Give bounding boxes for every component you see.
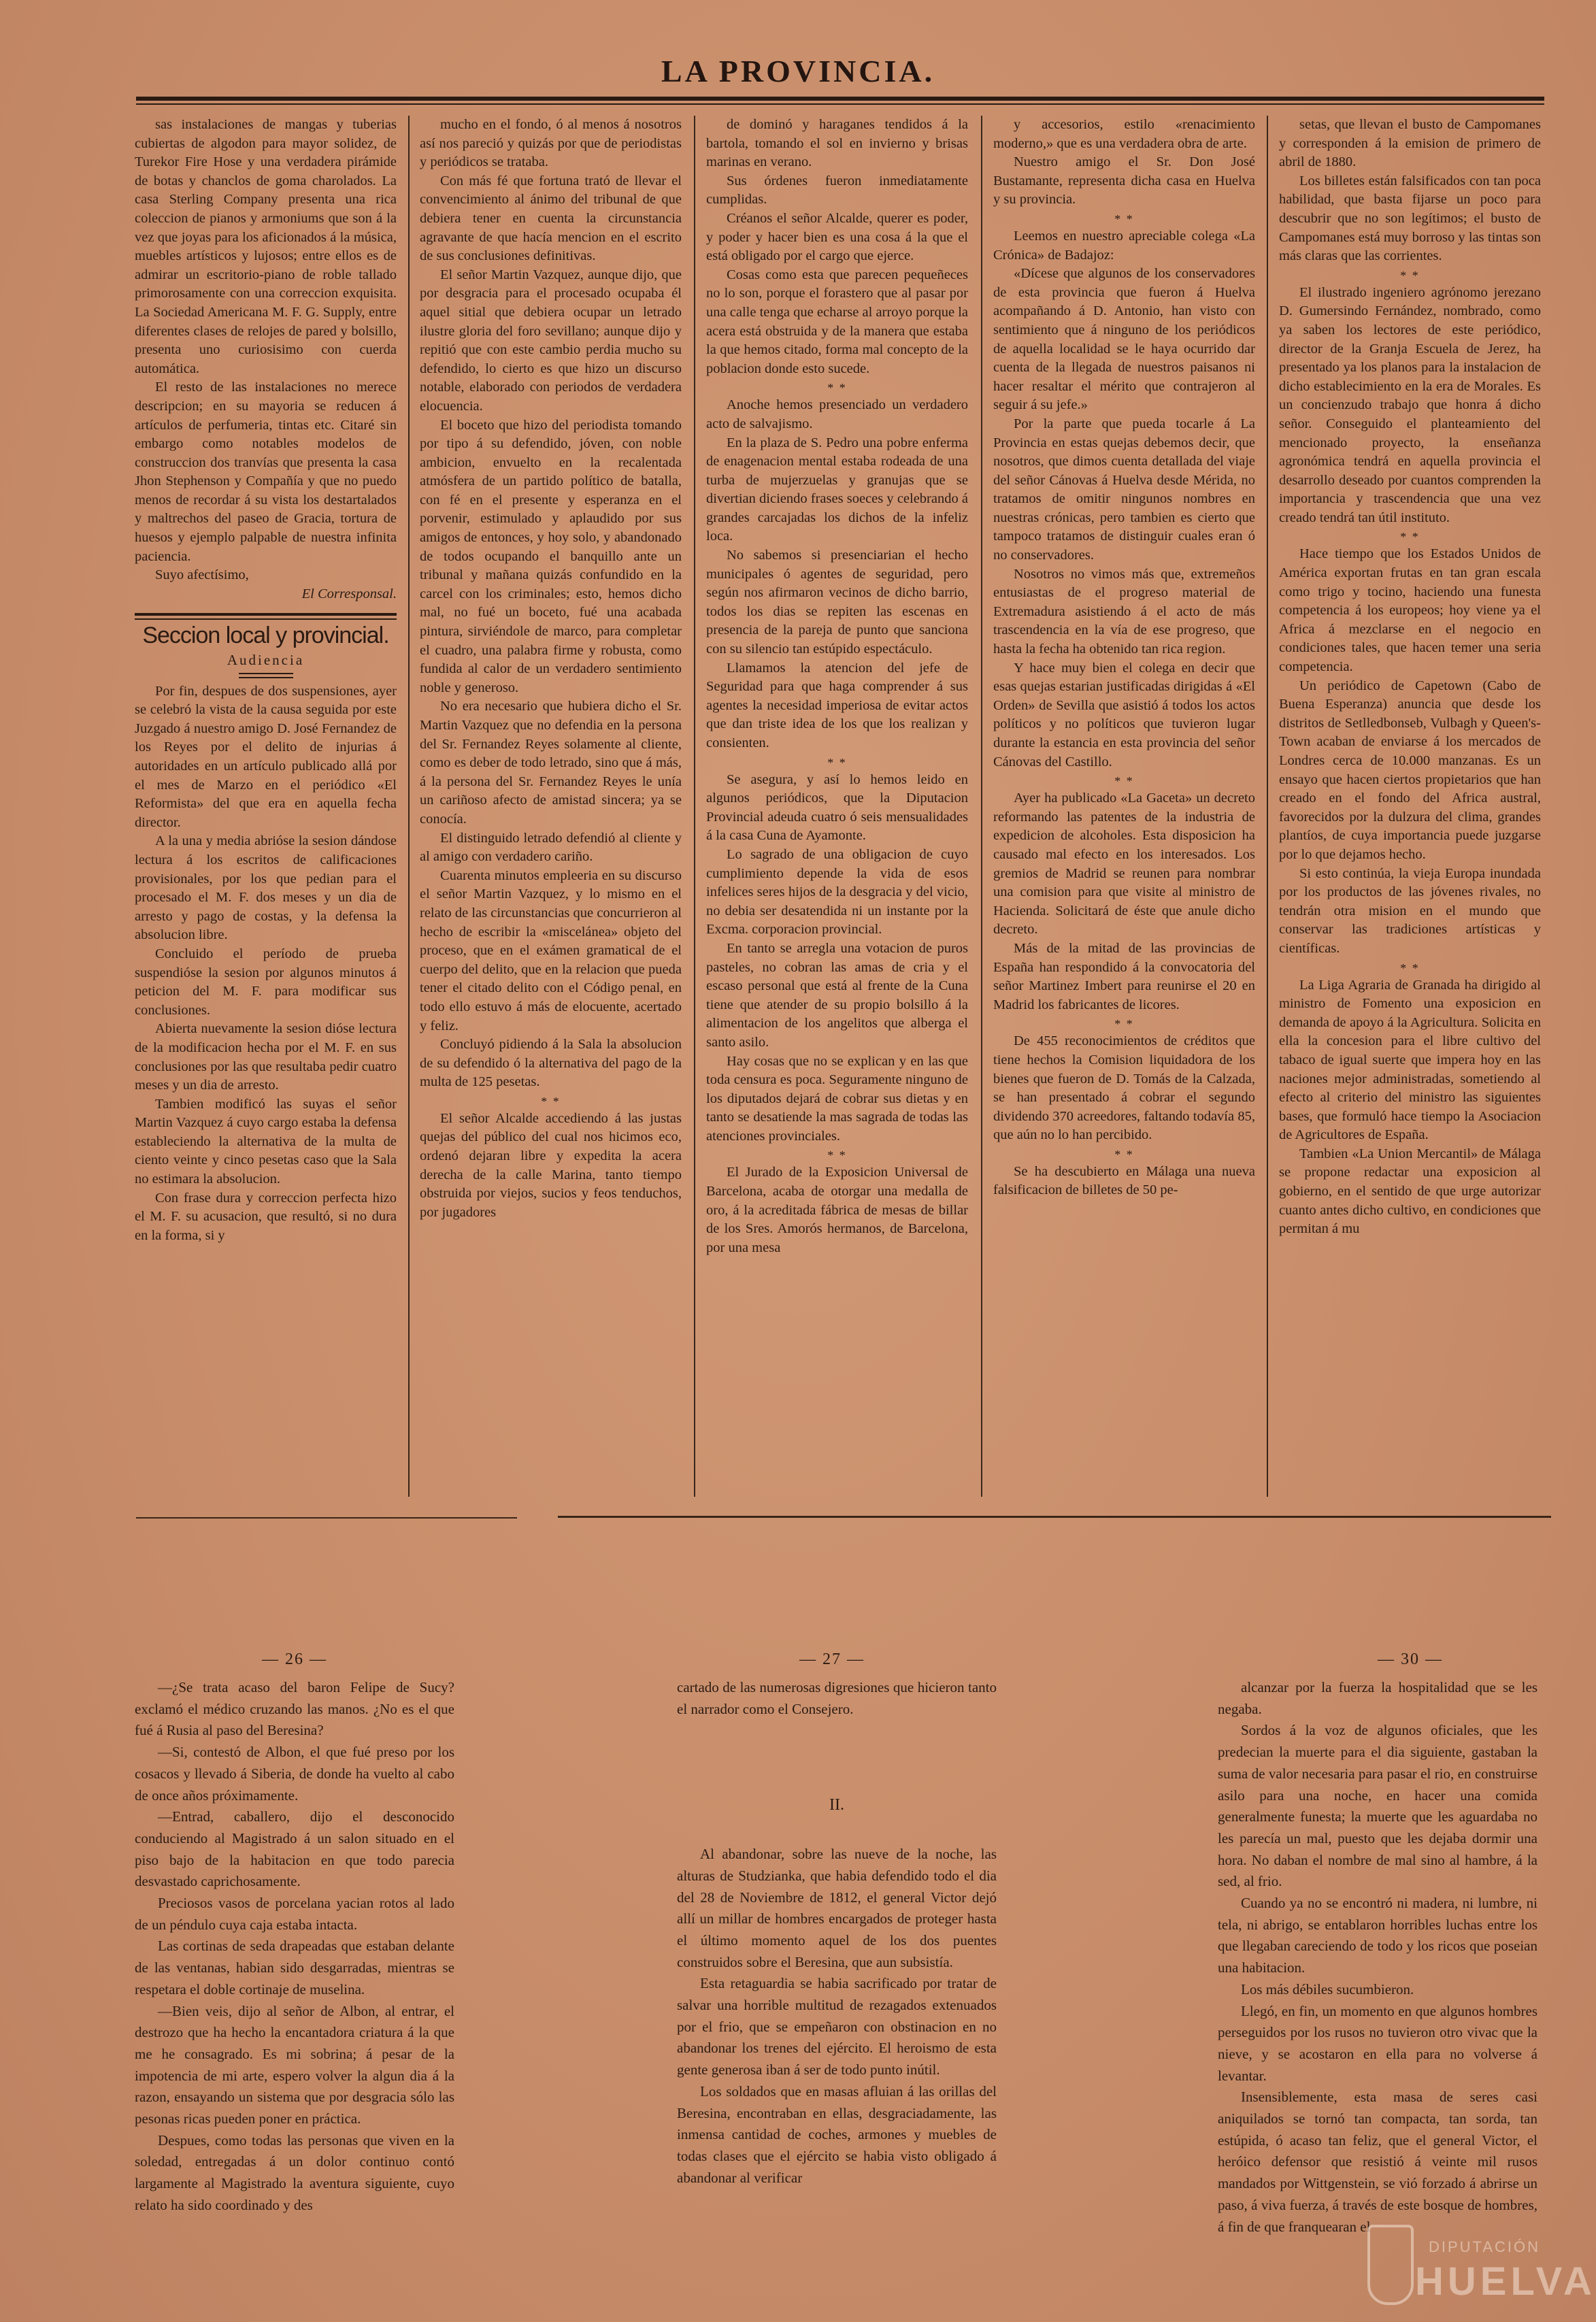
paragraph: Despues, como todas las personas que viven en la soledad, entregadas á un dolor continuo contó largamente al Magistrado la aventura siguiente, cuyo relato ha sido coordinado y des [135,2132,454,2213]
paragraph: Nosotros no vimos más que, extremeños entusiastas de el progreso material de Extremadura asistiendo á el acto de más trascendencia en la vía de ese progreso, que hasta la fecha ha obtenido tan rica region. [993,566,1255,657]
paragraph: Los billetes están falsificados con tan poca habilidad, que basta fijarse un poco para descubrir que no son legítimos; el busto de Campomanes está muy borroso y las tintas son más claras que las corrientes. [1279,173,1541,264]
page-number-right: — 30 — [1378,1651,1443,1668]
paragraph: mucho en el fondo, ó al menos á nosotros así nos pareció y quizás por que de periodistas y periódicos se trataba. [420,117,682,170]
paragraph: Y hace muy bien el colega en decir que esas quejas estarian justificadas dirigidas á «El Orden» de Sevilla que asistió á todos los actos políticos y no políticos que tuvieron lugar durante la estancia en esta provincia del señor Cánovas del Castillo. [993,660,1255,769]
serial-left-paragraphs [135,1677,454,2217]
signature: El Corresponsal. [301,586,397,601]
paragraph: Cuando ya no se encontró ni madera, ni lumbre, ni tela, ni abrigo, se entablaron horribles luchas entre los que llegaban careciendo de todo y los ricos que poseian una habitacion. [1218,1895,1537,1976]
paragraph: Esta retaguardia se habia sacrificado por tratar de salvar una horrible multitud de rezagados extenuados por el frio, que se empeñaron con obstinacion en no abandonar los trenes del ejército. El heroismo de esta gente generosa iban á ser de todo punto inútil. [677,1975,997,2078]
subhead-audiencia: Audiencia [227,652,305,669]
col3-paragraphs [706,116,968,378]
section-title: Seccion local y provincial. [142,623,389,649]
col4e-paragraphs [993,1163,1255,1200]
paragraph: El distinguido letrado defendió al cliente y al amigo con verdadero cariño. [420,830,682,865]
serial-middle-paragraphs [677,1844,997,2189]
paragraph: Con frase dura y correccion perfecta hizo el M. F. su acusacion, que resultó, si no dura en la forma, si y [135,1190,397,1243]
paragraph: Sus órdenes fueron inmediatamente cumplidas. [706,173,968,208]
col2b-paragraphs [420,1110,682,1223]
paragraph: Por fin, despues de dos suspensiones, ayer se celebró la vista de la causa seguida por este Juzgado á nuestro amigo D. José Fernandez de los Reyes por el delito de injurias á autoridades en un artículo publicado allá por el mes de Marzo en el periódico «El Reformista» del que era en aquella fecha director. [135,683,397,830]
paragraph: Créanos el señor Alcalde, querer es poder, y poder y hacer bien es una cosa á la que el está obligado por el cargo que ejerce. [706,210,968,264]
col3b-paragraphs [706,396,968,752]
paragraph: —Entrad, caballero, dijo el desconocido conduciendo al Magistrado á un salon situado en el piso bajo de la habitacion en que todo parecia desvastado caprichosamente. [135,1808,454,1890]
top-rule-thin [136,103,1544,105]
col5c-paragraphs [1279,545,1541,958]
serial-middle [677,1677,997,2189]
col4c-paragraphs [993,789,1255,1014]
paragraph: Nuestro amigo el Sr. Don José Bustamante, representa dicha casa en Huelva y su provincia. [993,154,1255,208]
column-2 [420,116,682,1222]
paragraph: sas instalaciones de mangas y tuberias cubiertas de algodon para mayor solidez, de Turekor Fire Hose y una verdadera pirámide de botas y chanclos de goma charolados. La casa Sterling Company presenta una rica coleccion de pianos y armoniums que son á la vez que joyas para los aficionados á la música, muebles artísticos y lujosos; entre ellos es de admirar un escritorio-piano de roble tallado primorosamente con una correccion exquisita. La Sociedad Americana M. F. G. Supply, entre diferentes clases de relojes de pared y bolsillo, presenta uno curiosisimo con cuerda automática. [135,117,397,376]
paragraph: Sordos á la voz de algunos oficiales, que les predecian la muerte para el dia siguiente, gastaban la suma de valor necesaria para pasar el rio, en construirse asilo para una noche, en hacer una comida generalmente funesta; la muerte que les aguardaba no les parecía un mal, puesto que les dejaba dormir una hora. No daban el nombre de mal sino al hambre, á la sed, al frio. [1218,1722,1537,1890]
paragraph: En tanto se arregla una votacion de puros pasteles, no cobran las amas de cria y el escaso personal que está al frente de la Cuna tiene que atender de su propio bolsillo á la alimentacion de los angelitos que alberga el santo asilo. [706,940,968,1050]
paragraph: Hace tiempo que los Estados Unidos de América exportan frutas en tan gran escala como trigo y tocino, haciendo una funesta competencia á los europeos; hoy viene ya el Africa á mezclarse en el negocio en condiciones tales, que hacen temer una seria competencia. [1279,546,1541,675]
paragraph: Llegó, en fin, un momento en que algunos hombres perseguidos por los rusos no tuvieron otro vivac que la nieve, y se acostaron en ella para no volverse á levantar. [1218,2002,1537,2084]
top-rule [136,97,1544,101]
paragraph: Más de la mitad de las provincias de España han respondido á la convocatoria del señor Martinez Imbert para reunirse el 20 en Madrid los fabricantes de licores. [993,940,1255,1012]
stars-divider: * * [1114,1017,1134,1031]
column-1 [135,116,397,1245]
masthead: LA PROVINCIA. [661,54,935,88]
stars-divider: * * [1400,530,1420,544]
column-divider [694,116,695,1497]
paragraph: De 455 reconocimientos de créditos que tiene hechos la Comision liquidadora de los bienes que fueron de D. Tomás de la Calzada, se han presentado á cobrar el segundo dividendo 370 acreedores, faltando todavía 85, que aún no lo han percibido. [993,1033,1255,1143]
section-rule [135,613,397,616]
paragraph: Con más fé que fortuna trató de llevar el convencimiento al ánimo del tribunal de que debiera tener en cuenta la circunstancia agravante de que hacía mencion en el escrito de sus conclusiones definitivas. [420,173,682,264]
paragraph: —Bien veis, dijo al señor de Albon, al entrar, el destrozo que ha hecho la encantadora criatura á la que me he consagrado. Es mi sobrina; á pesar de la impotencia de mi arte, espero volver la algun dia á la razon, ensayando un sistema que por desgracia sólo las pesonas ricas pueden poner en práctica. [135,2002,454,2127]
paragraph: Leemos en nuestro apreciable colega «La Crónica» de Badajoz: [993,228,1255,263]
subhead-rule [239,673,293,678]
stars-divider: * * [1114,212,1134,226]
paragraph: El ilustrado ingeniero agrónomo jerezano D. Gumersindo Fernández, nombrado, como ya saben los lectores de este periódico, director de la Granja Escuela de Jerez, ha presentado ya los planos para la instalacion de dicho establecimiento en la era de Morales. Es un concienzudo trabajo que honra á dicho señor. Conseguido el planteamiento del mencionado proyecto, la enseñanza agronómica tendrá en aquella provincia el desarrollo deseado por cuantos comprenden la importancia y trascendencia que una vez creado tendrá tan útil instituto. [1279,284,1541,525]
stars-divider: * * [1400,268,1420,282]
paragraph: El señor Martin Vazquez, aunque dijo, que por desgracia para el procesado ocupaba él aquel sitial que debiera ocupar un letrado ilustre gloria del foro sevillano; aunque dijo y repitió que con este cambio perdia mucho su defendido, lo cierto es que hizo un discurso notable, elaborado con periodos de verdadera elocuencia. [420,267,682,414]
serial-left [135,1677,454,2217]
stars-divider: * * [541,1094,561,1108]
col3c-paragraphs [706,771,968,1146]
serial-right [1218,1677,1537,2238]
paragraph: setas, que llevan el busto de Campomanes y corresponden á la emision de primero de abril de 1880. [1279,117,1541,170]
paragraph: Llamamos la atencion del jefe de Seguridad para que haga comprender á sus agentes la necesidad imperiosa de evitar actos que dan triste idea de los que los realizan y consienten. [706,660,968,750]
archive-watermark [1367,2218,1596,2313]
column-4 [993,116,1255,1200]
shield-icon [1367,2225,1414,2305]
paragraph: Los más débiles sucumbieron. [1241,1980,1414,1997]
serial-right-paragraphs [1218,1677,1537,2238]
paragraph: Cosas como esta que parecen pequeñeces no lo son, porque el forastero que al pasar por una calle tenga que echarse al arroyo porque la acera está obstruida y de la manera que estaba la que hemos citado, forma mal concepto de la poblacion donde esto sucede. [706,267,968,376]
stars-divider: * * [827,1148,847,1163]
column-divider [408,116,410,1497]
bottom-rule-left [136,1517,517,1519]
paragraph: No sabemos si presenciarian el hecho municipales ó agentes de seguridad, pero según nos afirmaron vecinos de dicho barrio, todos los dias se repiten las escenas en presencia de la pareja de punto que sanciona con su silencio tan estúpido espectáculo. [706,548,968,657]
watermark-small-text: DIPUTACIÓN [1429,2238,1541,2255]
paragraph: «Dícese que algunos de los conservadores de esta provincia que fueron á Huelva acompañando á D. Antonio, han visto con sentimiento que á ninguno de los periódicos de aquella localidad se le haya ocurrido dar cuenta de la llegada de nuestros paisanos ni hacer resaltar el mérito que contrajeron al seguir á su jefe.» [993,266,1255,413]
paragraph: Concluido el período de prueba suspendióse la sesion por algunos minutos á peticion del M. F. para modificar sus conclusiones. [135,946,397,1018]
paragraph: El resto de las instalaciones no merece descripcion; en su mayoria se reducen á artículos de perfumeria, tintas etc. Citaré sin embargo como notables modelos de construccion dos tranvías que presenta la casa Jhon Stephenson y Compañía y que no puedo menos de recordar á su vista los destartalados y maltrechos del paseo de Gracia, tortura de huesos y ejemplo palpable de nuestra infinita paciencia. [135,380,397,564]
col5-paragraphs [1279,116,1541,266]
paragraph: de dominó y haraganes tendidos á la bartola, tomando el sol en invierno y brisas marinas en verano. [706,117,968,170]
column-3 [706,116,968,1257]
col4-paragraphs [993,116,1255,210]
paragraph: La Liga Agraria de Granada ha dirigido al ministro de Fomento una exposicion en demanda de apoyo á la Agricultura. Solicita en ella la concesion para el libre cultivo del tabaco de igual suerte que impera hoy en las naciones mejor administradas, sometiendo al efecto al criterio del ministro las siguientes bases, que formuló hace tiempo la Asociacion de Agricultores de España. [1279,977,1541,1143]
page-number-middle: — 27 — [799,1651,865,1668]
stars-divider: * * [1114,1147,1134,1161]
paragraph: Los soldados que en masas afluian á las orillas del Beresina, encontraban en ellas, desgraciadamente, las inmensa cantidad de coches, armones y muebles de todas clases que el ejército se habia visto obligado á abandonar al verificar [677,2083,997,2186]
paragraph: Un periódico de Capetown (Cabo de Buena Esperanza) anuncia que desde los distritos de Setlledbonseb, Vulbagh y Queen's-Town acaban de enviarse á los mercados de Londres cerca de 10.000 manzanas. Es un ensayo que hacen ciertos propietarios que han creado en el fondo del Africa austral, favorecidos por la dulzura del clima, grandes plantíos, de cuya importancia puede juzgarse por lo que dejamos hecho. [1279,678,1541,862]
paragraph: Suyo afectísimo, [155,567,249,583]
col1-paragraphs [135,116,397,585]
paragraph: Abierta nuevamente la sesion dióse lectura de la modificacion hecha por el M. F. en sus conclusiones por las que resultaba pedir cuatro meses y un dia de arresto. [135,1021,397,1093]
col5d-paragraphs [1279,976,1541,1239]
paragraph: —¿Se trata acaso del baron Felipe de Sucy? exclamó el médico cruzando las manos. ¿No es el que fué á Rusia al paso del Beresina? [135,1679,454,1739]
paragraph: —Si, contestó de Albon, el que fué preso por los cosacos y llevado á Siberia, de donde ha vuelto al cabo de once años próximamente. [135,1744,454,1804]
col2-paragraphs [420,116,682,1092]
section-rule-thin [135,618,397,620]
col4d-paragraphs [993,1032,1255,1145]
paragraph: Anoche hemos presenciado un verdadero acto de salvajismo. [706,397,968,431]
paragraph: y accesorios, estilo «renacimiento moderno,» que es una verdadera obra de arte. [993,117,1255,151]
column-divider [981,116,982,1497]
paragraph: Se ha descubierto en Málaga una nueva falsificacion de billetes de 50 pe- [993,1163,1255,1198]
paragraph: A la una y media abrióse la sesion dándose lectura á los escritos de calificaciones provisionales, por los que pedian para el procesado el M. F. dos meses y un dia de arresto y pago de costas, y la defensa la absolucion libre. [135,833,397,943]
paragraph: alcanzar por la fuerza la hospitalidad que se les negaba. [1218,1679,1537,1717]
column-divider [1267,116,1268,1497]
stars-divider: * * [827,755,847,769]
stars-divider: * * [827,381,847,395]
paragraph: Si esto continúa, la vieja Europa inundada por los productos de las jóvenes rivales, no tendrán otra mision en el mundo que conservar las tradiciones artísticas y científicas. [1279,865,1541,956]
paragraph: Concluyó pidiendo á la Sala la absolucion de su defendido ó la alternativa del pago de la multa de 125 pesetas. [420,1037,682,1090]
paragraph: El boceto que hizo del periodista tomando por tipo á su defendido, jóven, con noble ambicion, envuelto en la recalentada atmósfera de un partido político de batalla, con fé en el presente y esperanza en el porvenir, estimulado y aplaudido por sus amigos de entonces, y hoy solo, y abandonado de todos ocupando el banquillo ante un tribunal y mañana quizás confundido en la carcel con los criminales; esto, hemos dicho mal, no fué un boceto, fué una acabada pintura, sirviéndole de marco, para completar el cuadro, una palabra firme y robusta, como fundida al calor de un verdadero sentimiento noble y generoso. [420,417,682,695]
chapter-number: II. [829,1796,844,1814]
paragraph: Hay cosas que no se explican y en las que toda censura es poca. Seguramente ninguno de los diputados dejará de cobrar sus dietas y en tanto se desatiende la mas sagrada de todas las atenciones provinciales. [706,1053,968,1144]
column-5 [1279,116,1541,1239]
paragraph: Al abandonar, sobre las nueve de la noche, las alturas de Studzianka, que habia defendido todo el dia del 28 de Noviembre de 1812, el general Victor dejó allí un millar de hombres encargados de proteger hasta el último momento aquel de los dos puentes construidos sobre el Beresina, que aun subsistía. [677,1846,997,1970]
watermark-text: HUELVA [1415,2259,1596,2304]
paragraph: El Jurado de la Exposicion Universal de Barcelona, acaba de otorgar una medalla de oro, á la acreditada fábrica de mesas de billar de los Sres. Amorós hermanos, de Barcelona, por una mesa [706,1165,968,1255]
col5b-paragraphs [1279,284,1541,528]
paragraph: Lo sagrado de una obligacion de cuyo cumplimiento depende la vida de esos infelices seres hijos de la desgracia y del vicio, no debia ser desatendida ni un instante por la Excma. corporacion provincial. [706,846,968,938]
paragraph: Tambien modificó las suyas el señor Martin Vazquez á cuyo cargo estaba la defensa estableciendo la alternativa de la multa de ciento veinte y cinco pesetas caso que la Sala no estimara la absolucion. [135,1096,397,1187]
paragraph: Cuarenta minutos empleeria en su discurso el señor Martin Vazquez, y lo mismo en el relato de las circunstancias que concurrieron al hecho de escribir la «miscelánea» objeto del proceso, que en el exámen gramatical de el cuerpo del delito, que en la relacion que pueda tener el citado delito con el Código penal, en todo ello estuvo á más de elocuente, acertado y feliz. [420,867,682,1033]
serial-middle-intro: cartado de las numerosas digresiones que hicieron tanto el narrador como el Consejero. [677,1679,997,1717]
paragraph: En la plaza de S. Pedro una pobre enferma de enagenacion mental estaba rodeada de una turba de mujerzuelas y granujas que se divertian diciendo frases soeces y celebrando á grandes carcajadas los dichos de la infeliz loca. [706,435,968,544]
paragraph: El señor Alcalde accediendo á las justas quejas del público del cual nos hicimos eco, ordenó dejaran libre y expedita la acera derecha de la calle Marina, tanto tiempo obstruida por viejos, sucios y feos tenduchos, por jugadores [420,1110,682,1220]
paragraph: Preciosos vasos de porcelana yacian rotos al lado de un péndulo cuya caja estaba intacta. [135,1895,454,1933]
stars-divider: * * [1114,774,1134,789]
paragraph: Insensiblemente, esta masa de seres casi aniquilados se tornó tan compacta, tan sorda, tan estúpida, ó acaso tan feliz, que el general Victor, el heróico defensor que resistió á veinte mil rusos mandados por Wittgenstein, se vió forzado á abrirse un paso, á viva fuerza, á través de este bosque de hombres, á fin de que franquearan el [1218,2089,1537,2235]
col3d-paragraphs [706,1163,968,1257]
paragraph: No era necesario que hubiera dicho el Sr. Martin Vazquez que no defendia en la persona del Sr. Fernandez Reyes solamente al cliente, como es deber de todo letrado, sino que á más, á la persona del Sr. Fernandez Reyes le unía un cariñoso afecto de amistad sincera; ya se conocía. [420,699,682,827]
col4b-paragraphs [993,227,1255,772]
bottom-rule [558,1516,1551,1518]
paragraph: Por la parte que pueda tocarle á La Provincia en estas quejas debemos decir, que nosotros, que dimos cuenta detallada del viaje del señor Cánovas á Huelva desde Mérida, no tratamos de omitir ningunos nombres en nuestras crónicas, pero tambien es cierto que tampoco tratamos de distinguir cuales eran ó no conservadores. [993,416,1255,563]
paragraph: Las cortinas de seda drapeadas que estaban delante de las ventanas, habian sido desgarradas, mientras se respetara el doble cortinaje de muselina. [135,1938,454,1997]
stars-divider: * * [1400,961,1420,975]
col1b-paragraphs [135,682,397,1246]
paragraph: Se asegura, y así lo hemos leido en algunos periódicos, que la Diputacion Provincial adeuda cuatro ó seis mensualidades á la casa Cuna de Ayamonte. [706,772,968,844]
page-number-left: — 26 — [262,1651,327,1668]
paragraph: Ayer ha publicado «La Gaceta» un decreto reformando las patentes de la industria de expedicion de alcoholes. Esta disposicion ha causado mal efecto en los interesados. Los gremios de Madrid se reunen para nombrar una comision para que visite al ministro de Hacienda. Solicitará de éste que anule dicho decreto. [993,791,1255,938]
paragraph: Tambien «La Union Mercantil» de Málaga se propone redactar una exposicion al gobierno, en el sentido de que urge autorizar cuanto antes dicho cultivo, en condiciones que permitan á mu [1279,1146,1541,1237]
